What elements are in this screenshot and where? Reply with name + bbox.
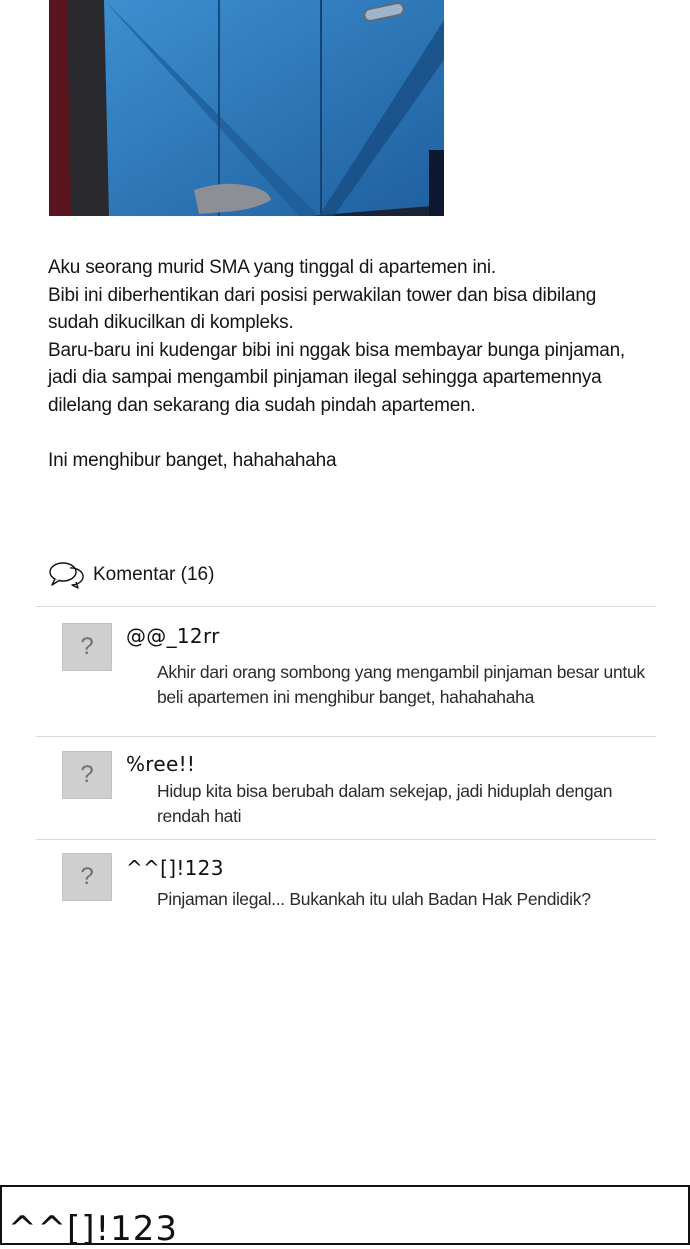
speech-bubbles-icon (48, 560, 88, 590)
comic-artwork (49, 0, 444, 216)
post-line: jadi dia sampai mengambil pinjaman ilegal sehingga apartemennya (48, 367, 602, 389)
divider (36, 736, 656, 737)
comment-line: Akhir dari orang sombong yang mengambil pinjaman besar untuk (157, 662, 645, 682)
post-line: Bibi ini diberhentikan dari posisi perwakilan tower dan bisa dibilang (48, 284, 597, 306)
avatar[interactable]: ? (62, 623, 112, 671)
post-line: sudah dikucilkan di kompleks. (48, 312, 294, 334)
comment-username[interactable]: @@_12rr (126, 624, 220, 648)
divider (36, 606, 656, 607)
divider (36, 839, 656, 840)
post-closing: Ini menghibur banget, hahahahaha (48, 449, 337, 471)
comment-line: Hidup kita bisa berubah dalam sekejap, jadi hiduplah dengan (157, 781, 613, 801)
post-line: Baru-baru ini kudengar bibi ini nggak bisa membayar bunga pinjaman, (48, 339, 626, 361)
comment-text (157, 660, 677, 710)
comment-line: Pinjaman ilegal... Bukankah itu ulah Badan Hak Pendidik? (157, 889, 591, 909)
comment-username[interactable]: ^^[]!123 (126, 856, 224, 880)
comment-username[interactable]: %ree!! (126, 752, 196, 776)
post-line: dilelang dan sekarang dia sudah pindah apartemen. (48, 394, 476, 416)
avatar[interactable]: ? (62, 853, 112, 901)
panel-username: ^^[]!123 (8, 1209, 179, 1249)
comments-header[interactable] (48, 560, 214, 590)
comment-text (157, 887, 677, 912)
next-panel (0, 1185, 690, 1249)
post-line: Aku seorang murid SMA yang tinggal di apartemen ini. (48, 257, 496, 278)
avatar[interactable]: ? (62, 751, 112, 799)
comment-line: rendah hati (157, 806, 242, 826)
post-body (48, 254, 658, 474)
comment-line: beli apartemen ini menghibur banget, hahahahaha (157, 687, 535, 707)
comments-count-label: Komentar (16) (93, 564, 215, 585)
comment-text (157, 779, 677, 829)
